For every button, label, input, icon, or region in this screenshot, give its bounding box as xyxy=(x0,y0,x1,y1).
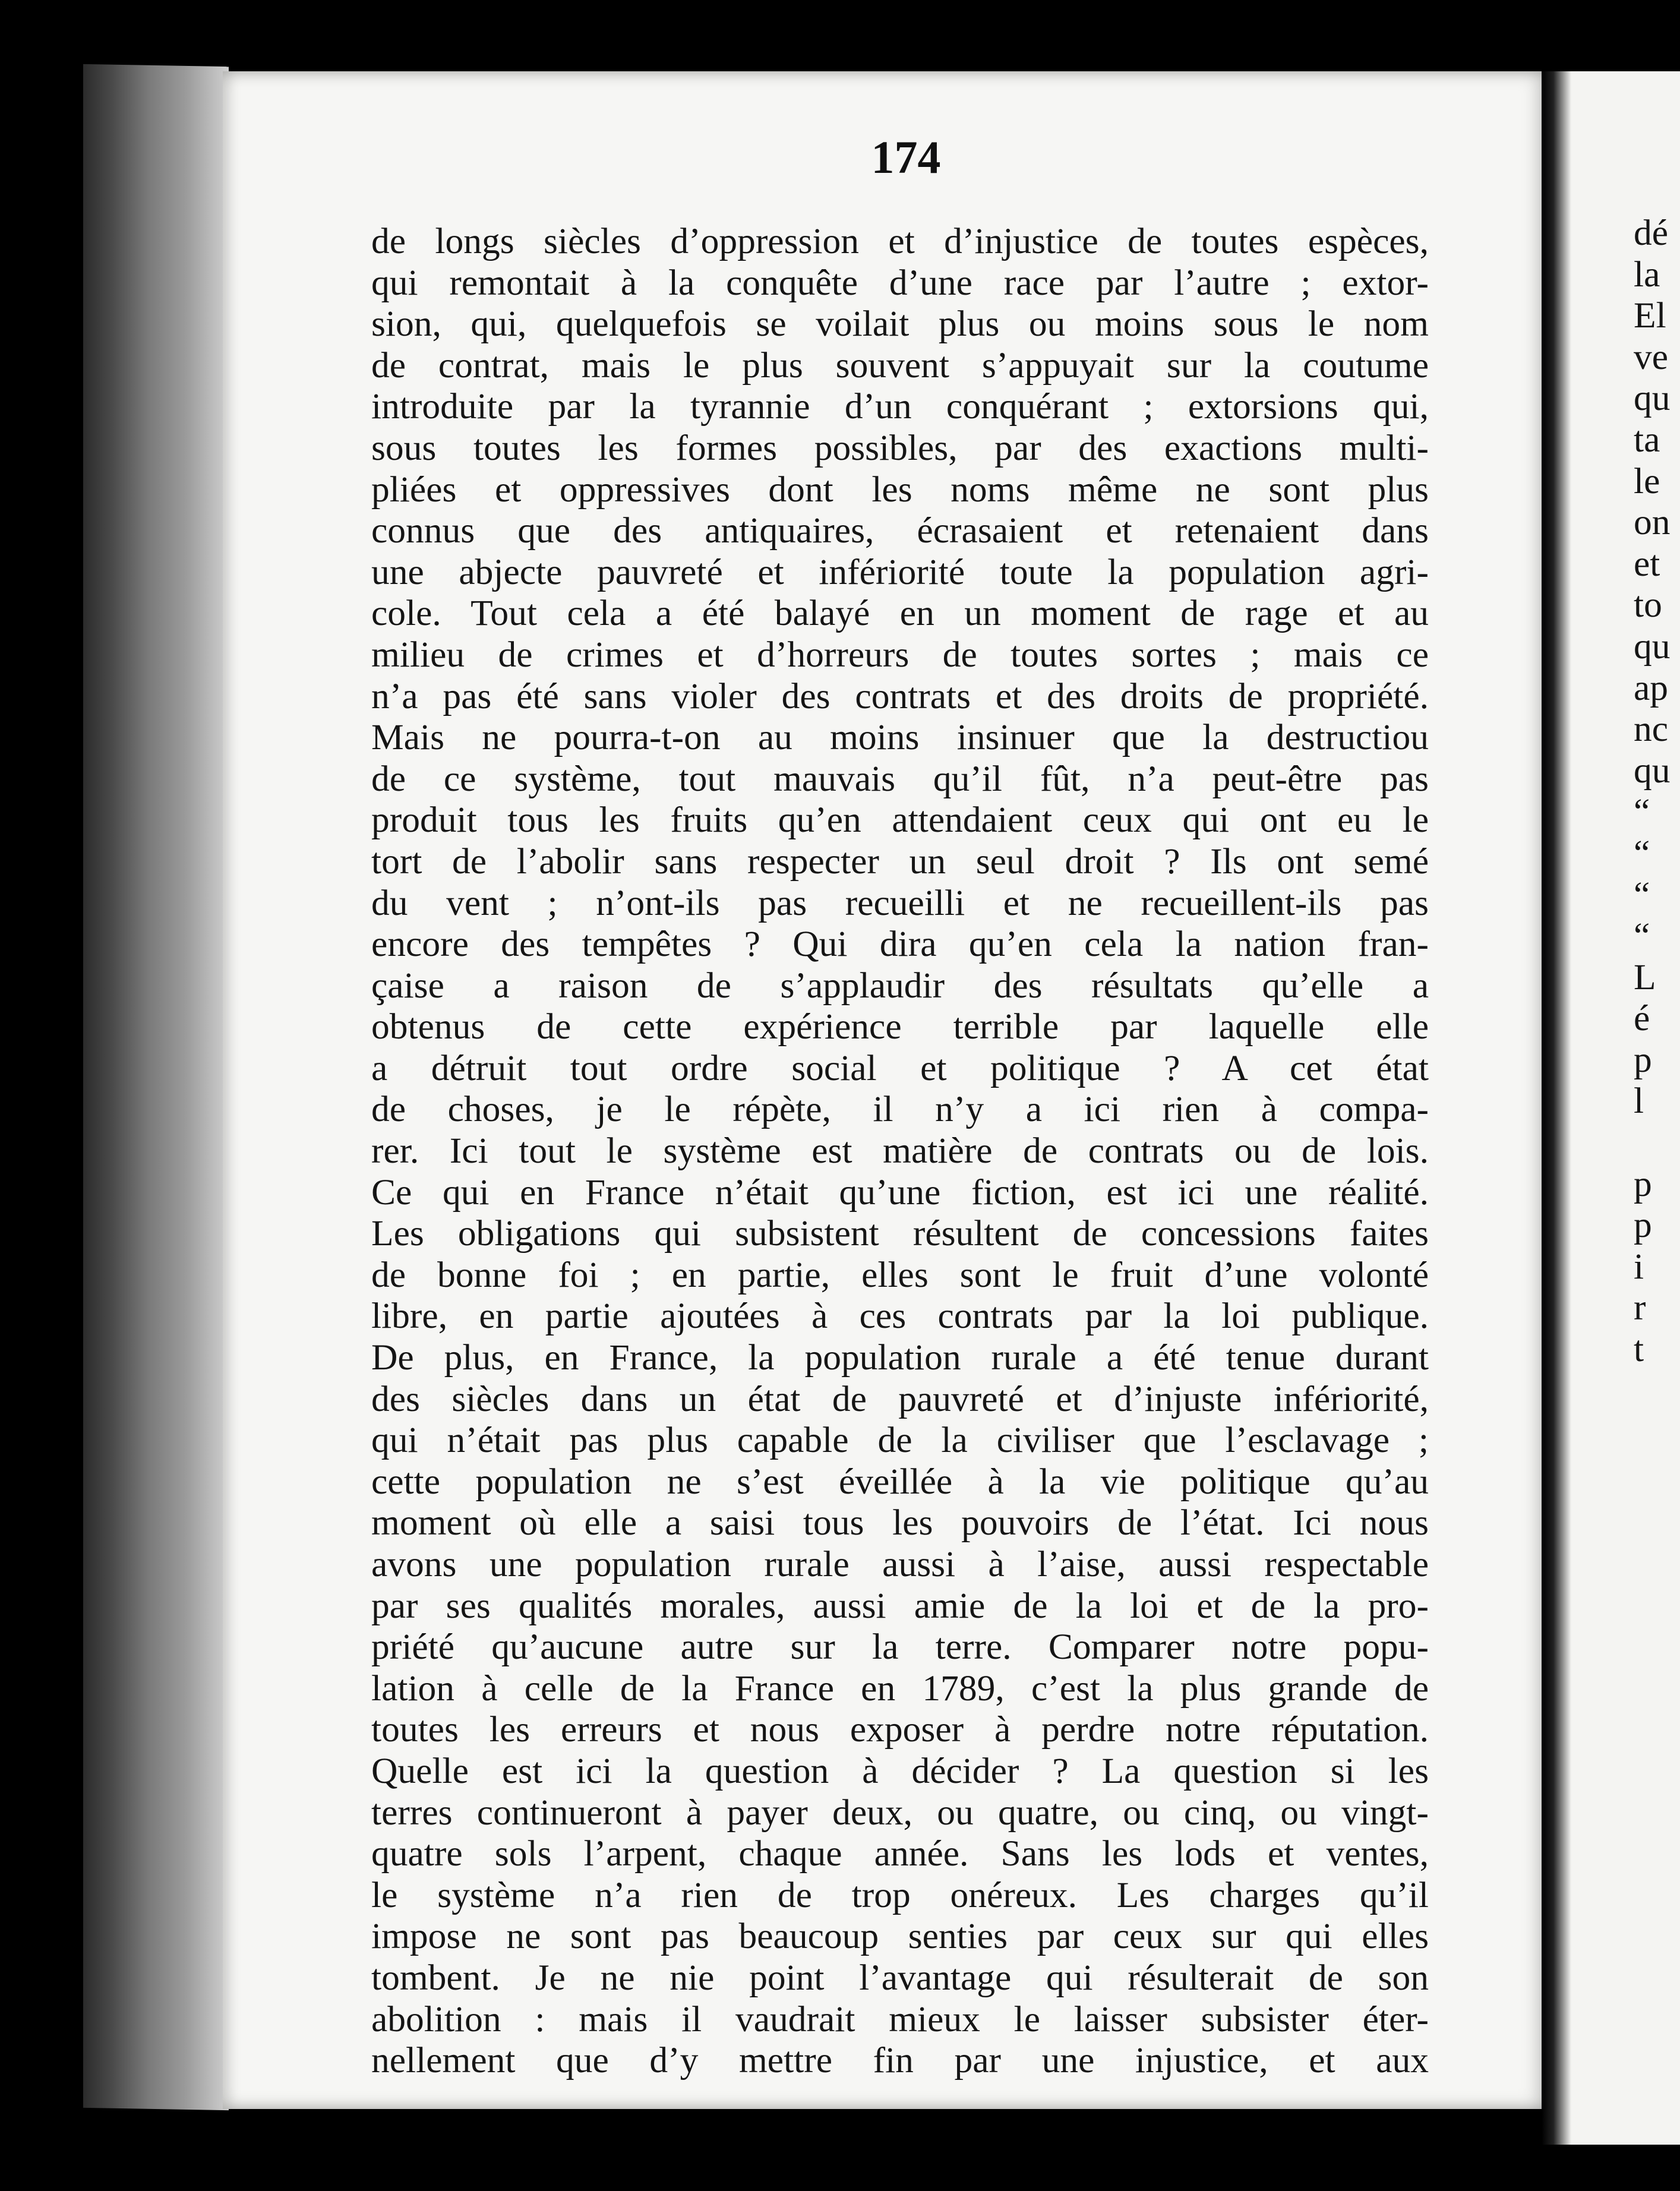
next-page-line-fragment: qu xyxy=(1634,626,1670,667)
next-page-line-fragment: r xyxy=(1634,1287,1646,1328)
next-page-line-fragment: L xyxy=(1634,956,1656,997)
text-line: nellement que d’y mettre fin par une injustice, et aux xyxy=(371,2040,1429,2081)
page-number: 174 xyxy=(871,131,941,183)
text-line: connus que des antiquaires, écrasaient et retenaient dans xyxy=(371,510,1429,551)
text-line: des siècles dans un état de pauvreté et d’injuste infériorité, xyxy=(371,1378,1429,1419)
text-line: du vent ; n’ont-ils pas recueilli et ne recueillent-ils pas xyxy=(371,882,1429,923)
text-line: sous toutes les formes possibles, par des exactions multi- xyxy=(371,427,1429,468)
book-page-left xyxy=(223,71,1550,2109)
text-line: abolition : mais il vaudrait mieux le laisser subsister éter- xyxy=(371,1999,1429,2040)
next-page-line-fragment: p xyxy=(1634,1205,1652,1246)
text-line: terres continueront à payer deux, ou quatre, ou cinq, ou vingt- xyxy=(371,1792,1429,1833)
next-page-line-fragment: “ xyxy=(1634,791,1650,832)
text-line: de bonne foi ; en partie, elles sont le fruit d’une volonté xyxy=(371,1254,1429,1295)
text-line: pliées et oppressives dont les noms même ne sont plus xyxy=(371,469,1429,510)
next-page-line-fragment: p xyxy=(1634,1163,1652,1204)
next-page-line-fragment: to xyxy=(1634,585,1662,626)
text-line: de ce système, tout mauvais qu’il fût, n’a peut-être pas xyxy=(371,758,1429,799)
text-line: Les obligations qui subsistent résultent de concessions faites xyxy=(371,1213,1429,1254)
text-line: toutes les erreurs et nous exposer à perdre notre réputation. xyxy=(371,1709,1429,1750)
text-line: encore des tempêtes ? Qui dira qu’en cela la nation fran- xyxy=(371,924,1429,965)
next-page-line-fragment: on xyxy=(1634,502,1670,543)
text-line: obtenus de cette expérience terrible par laquelle elle xyxy=(371,1006,1429,1047)
text-line: rer. Ici tout le système est matière de contrats ou de lois. xyxy=(371,1131,1429,1172)
next-page-line-fragment: El xyxy=(1634,295,1666,336)
text-line: de longs siècles d’oppression et d’injustice de toutes espèces, xyxy=(371,221,1429,261)
text-line: produit tous les fruits qu’en attendaient ceux qui ont eu le xyxy=(371,800,1429,841)
text-line: cole. Tout cela a été balayé en un moment de rage et au xyxy=(371,593,1429,634)
text-line: impose ne sont pas beaucoup senties par ceux sur qui elles xyxy=(371,1916,1429,1957)
text-line: milieu de crimes et d’horreurs de toutes sortes ; mais ce xyxy=(371,634,1429,675)
text-line: une abjecte pauvreté et infériorité toute la population agri- xyxy=(371,551,1429,592)
page-edge-stack xyxy=(83,64,229,2110)
next-page-text-fragment xyxy=(1634,213,1670,1371)
next-page-line-fragment: le xyxy=(1634,460,1660,501)
next-page-line-fragment: qu xyxy=(1634,750,1670,791)
next-page-line-fragment: i xyxy=(1634,1246,1644,1287)
text-line: çaise a raison de s’applaudir des résultats qu’elle a xyxy=(371,965,1429,1006)
next-page-line-fragment: la xyxy=(1634,254,1660,295)
next-page-line-fragment: l xyxy=(1634,1081,1644,1122)
text-line: tort de l’abolir sans respecter un seul droit ? Ils ont semé xyxy=(371,841,1429,882)
book-spine-shadow xyxy=(1542,71,1571,2145)
text-line: qui remontait à la conquête d’une race par l’autre ; extor- xyxy=(371,262,1429,303)
text-line: cette population ne s’est éveillée à la vie politique qu’au xyxy=(371,1461,1429,1502)
text-line: qui n’était pas plus capable de la civiliser que l’esclavage ; xyxy=(371,1420,1429,1461)
text-line: le système n’a rien de trop onéreux. Les charges qu’il xyxy=(371,1874,1429,1915)
text-line: de choses, je le répète, il n’y a ici rien à compa- xyxy=(371,1089,1429,1130)
text-line: n’a pas été sans violer des contrats et des droits de propriété. xyxy=(371,675,1429,716)
next-page-line-fragment: qu xyxy=(1634,378,1670,419)
text-line: De plus, en France, la population rurale a été tenue durant xyxy=(371,1337,1429,1378)
next-page-line-fragment: é xyxy=(1634,998,1650,1039)
text-line: introduite par la tyrannie d’un conquérant ; extorsions qui, xyxy=(371,386,1429,427)
next-page-line-fragment: ap xyxy=(1634,667,1669,708)
text-line: Ce qui en France n’était qu’une fiction, est ici une réalité. xyxy=(371,1172,1429,1213)
text-line: tombent. Je ne nie point l’avantage qui résulterait de son xyxy=(371,1957,1429,1998)
next-page-line-fragment: p xyxy=(1634,1039,1652,1080)
text-line: Quelle est ici la question à décider ? La question si les xyxy=(371,1750,1429,1791)
text-line: a détruit tout ordre social et politique ? A cet état xyxy=(371,1047,1429,1088)
text-line: priété qu’aucune autre sur la terre. Comparer notre popu- xyxy=(371,1627,1429,1668)
next-page-line-fragment: t xyxy=(1634,1329,1644,1370)
text-line: Mais ne pourra-t-on au moins insinuer que la destructiou xyxy=(371,717,1429,758)
next-page-line-fragment: dé xyxy=(1634,213,1669,253)
text-line: avons une population rurale aussi à l’aise, aussi respectable xyxy=(371,1544,1429,1584)
next-page-line-fragment xyxy=(1634,1122,1670,1164)
next-page-line-fragment: “ xyxy=(1634,832,1650,873)
text-line: moment où elle a saisi tous les pouvoirs de l’état. Ici nous xyxy=(371,1502,1429,1543)
next-page-line-fragment: ta xyxy=(1634,419,1660,460)
next-page-line-fragment: “ xyxy=(1634,915,1650,956)
text-line: de contrat, mais le plus souvent s’appuyait sur la coutume xyxy=(371,345,1429,386)
text-line: quatre sols l’arpent, chaque année. Sans les lods et ventes, xyxy=(371,1833,1429,1874)
next-page-line-fragment: et xyxy=(1634,543,1660,584)
text-line: sion, qui, quelquefois se voilait plus ou moins sous le nom xyxy=(371,304,1429,345)
next-page-line-fragment: nc xyxy=(1634,709,1669,750)
next-page-line-fragment: “ xyxy=(1634,874,1650,915)
text-line: libre, en partie ajoutées à ces contrats par la loi publique. xyxy=(371,1296,1429,1337)
text-line: par ses qualités morales, aussi amie de la loi et de la pro- xyxy=(371,1585,1429,1626)
text-line: lation à celle de la France en 1789, c’est la plus grande de xyxy=(371,1668,1429,1709)
next-page-line-fragment: ve xyxy=(1634,336,1669,377)
page-body-text xyxy=(371,221,1429,2082)
